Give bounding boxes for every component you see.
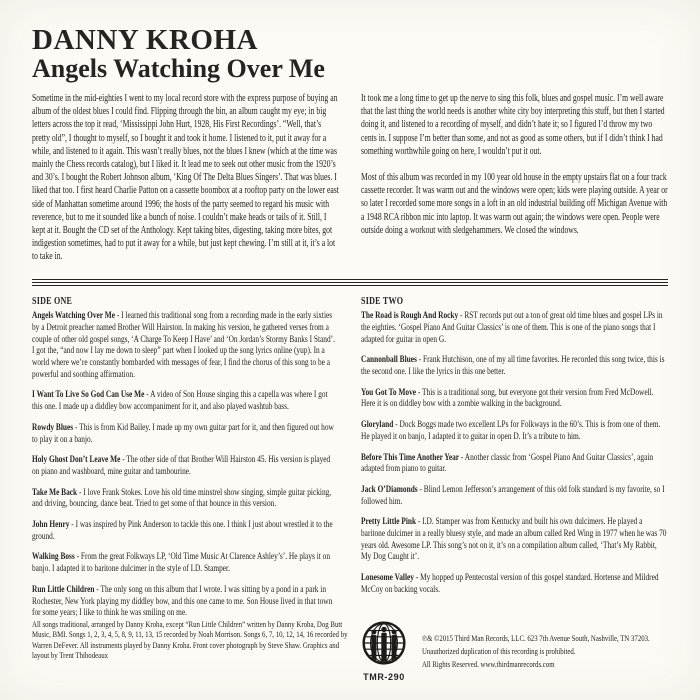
track-description: - Frank Hutchison, one of my all time favorites. He recorded this song twice, this is the second one. I like the lyrics in this one better. — [361, 354, 665, 378]
credits-block — [32, 620, 350, 662]
footer — [32, 620, 668, 682]
album-title: Angels Watching Over Me — [32, 54, 325, 83]
side-two-tracks — [361, 310, 668, 595]
track-description: - This is a traditional song, but everyone got their version from Fred McDowell. Here it is on diddley bow with a zombie walking in the background. — [361, 386, 654, 410]
side-two-label: SIDE TWO — [361, 296, 404, 308]
track-description: - Dock Boggs made two excellent LPs for Folkways in the 60’s. This is from one of them. He played it on banjo, I adapted it to guitar in open D. It’s a tribute to him. — [361, 419, 661, 442]
track-title: You Got To Move — [361, 386, 417, 398]
track-entry — [361, 310, 668, 345]
label-logo-block — [358, 620, 410, 682]
triple-rule-divider — [32, 279, 668, 287]
rights-block — [422, 620, 700, 672]
tracklist-section — [32, 296, 668, 628]
track-entry — [361, 419, 668, 442]
track-entry — [361, 516, 668, 563]
third-man-records-logo — [361, 620, 407, 666]
track-description: - RST records put out a ton of great old time blues and gospel LPs in the eighties. ‘Gospel Piano And Guitar Classics’ is one of them. This is one of the piano songs that I adapted for guitar in open G. — [361, 310, 663, 345]
catalog-number: TMR-290 — [363, 672, 405, 682]
track-title: Cannonball Blues — [361, 354, 417, 366]
track-title: Lonesome Valley — [361, 572, 414, 584]
track-title: John Henry — [32, 519, 70, 531]
track-entry — [32, 487, 339, 510]
track-entry — [361, 572, 668, 595]
rights-reserved-line: All Rights Reserved. www.thirdmanrecords.com — [422, 660, 555, 670]
side-one-column — [32, 296, 339, 628]
track-title: Run Little Children — [32, 583, 95, 595]
paragraph: Most of this album was recorded in my 100 year old house in the empty upstairs flat on a four track cassette recorder. It was warm out and the windows were open; kids were playing outside. A year or so later I recorded some more songs in a loft in an old industrial building off Michigan Avenue with a 1948 RCA ribbon mic into laptop. It was warm out again; the windows were open. People were outside doing a workout with sledgehammers. We closed the windows. — [361, 172, 668, 236]
intro-section — [32, 92, 668, 277]
track-entry — [32, 454, 339, 477]
track-description: - The only song on this album that I wrote. I was sitting by a pond in a park in Rochester, New York playing my diddley bow, and this one came to me. Son House lived in that town for some years; I like to think he was smiling on me. — [32, 583, 333, 619]
track-entry — [361, 452, 668, 475]
track-description: - I was inspired by Pink Anderson to tackle this one. I think I just about wrestled it to the ground. — [32, 519, 333, 542]
track-entry — [32, 584, 339, 619]
track-title: Holy Ghost Don’t Leave Me — [32, 454, 121, 466]
track-title: Before This Time Another Year — [361, 451, 460, 463]
artist-name: DANNY KROHA — [32, 24, 258, 56]
track-title: Rowdy Blues — [32, 421, 74, 433]
track-description: - This is from Kid Bailey. I made up my own guitar part for it, and then figured out how to play it on a banjo. — [32, 421, 334, 445]
track-entry — [32, 389, 339, 412]
track-description: - My hopped up Pentecostal version of this gospel standard. Hortense and Mildred McCoy on backing vocals. — [361, 572, 659, 595]
track-entry — [32, 519, 339, 542]
track-description: - Another classic from ‘Gospel Piano And Guitar Classics’, again adapted from piano to guitar. — [361, 451, 654, 475]
paragraph: It took me a long time to get up the nerve to sing this folk, blues and gospel music. I’m well aware that the last thing the world needs is another white city boy interpreting this stuff, but then I started doing it, and listened to a recording of myself, and didn’t hate it; so I figured I’d throw my two cents in. I suppose I’m better than some, and not as good as some others, but if I didn’t think I had something worthwhile going on here, I wouldn’t put it out. — [361, 93, 665, 157]
track-title: Pretty Little Pink — [361, 516, 417, 528]
track-title: Gloryland — [361, 419, 394, 431]
side-two-column — [361, 296, 668, 628]
credits-text: All songs traditional, arranged by Danny Kroha, except “Run Little Children” written by Danny Kroha, Dog Butt Music, BMI. Songs 1, 2, 3, 4, 5, 8, 9, 11, 13, 15 recorded by Noah Morrison. Songs 6, 7, 10, 12, 14, 16 recorded by Warren DeFever. All instruments played by Danny Kroha. Front cover photograph by Steve Shaw. Graphics and layout by Trent Thibodeaux — [32, 620, 348, 661]
paragraph: Sometime in the mid-eighties I went to my local record store with the express purpose of buying an album of the oldest blues I could find. Flipping through the bin, an album caught my eye; in big letters across the top it read, ‘Mississippi John Hurt, 1928, His First Recordings’. “Well, that’s pretty old”, I thought to myself, so I bought it and took it home. I listened to it, put it away for a while, and listened to it again. This wasn’t really blues, not the blues I knew (which at the time was mainly the Chess records catalog), but I liked it. It lead me to seek out other music from the 1920’s and 30’s. I bought the Robert Johnson album, ‘King Of The Delta Blues Singers’. That was blues. I liked that too. I first heard Charlie Patton on a cassette boombox at a rooftop party on the lower east side of Manhattan sometime around 1996; the hosts of the party seemed to regard his music with reverence, but to me it sounded like a bunch of noise. I couldn’t make heads or tails of it. Still, I kept at it. Bought the CD set of the Anthology. Kept taking bites, digesting, taking more bites, got indigestion sometimes, had to put it away for a while, but just kept chewing. I’m still at it, it’s a lot to take in. — [32, 93, 339, 263]
track-title: I Want To Live So God Can Use Me — [32, 389, 145, 401]
track-entry — [32, 310, 339, 380]
track-description: - A video of Son House singing this a capella was where I got this one. I made up a diddley bow accompaniment for it, and also played washtub bass. — [32, 389, 328, 413]
track-entry — [32, 551, 339, 574]
track-title: The Road is Rough And Rocky — [361, 310, 459, 322]
track-entry — [361, 354, 668, 377]
intro-left-column — [32, 92, 339, 277]
track-entry — [361, 484, 668, 507]
copyright-line: ℗& ©2015 Third Man Records, LLC. 623 7th Avenue South, Nashville, TN 37203. — [422, 634, 650, 643]
track-description: - I.D. Stamper was from Kentucky and built his own dulcimers. He played a baritone dulcimer in a really bluesy style, and made an album called Red Wing in 1977 when he was 70 years old. Awesome LP. This song’s not on it, it’s on a compilation album called, ‘That’s My Rabbit, My Dog Caught it’. — [361, 516, 667, 563]
track-description: - From the great Folkways LP, ‘Old Time Music At Clarence Ashley’s’. He plays it on banjo. I adapted it to baritone dulcimer in the style of I.D. Stamper. — [32, 551, 331, 575]
track-title: Walking Boss — [32, 551, 75, 563]
track-entry — [32, 422, 339, 445]
track-description: - I learned this traditional song from a recording made in the early sixties by a Detroit preacher named Brother Will Hairston. In making his version, he gathered verses from a couple of other old gospel songs, ‘A Charge To Keep I Have’ and ‘On Jordan’s Stormy Banks I Stand’. I got the, “and now I lay me down to sleep” part when I looked up the song lyrics online (yup). In a world where we’re constantly bombarded with messages of fear, I find the chorus of this song to be a powerful and soothing affirmation. — [32, 310, 335, 380]
side-one-tracks — [32, 310, 339, 619]
track-entry — [361, 387, 668, 410]
track-description: - The other side of that Brother Will Hairston 45. His version is played on piano and washboard, mine guitar and tambourine. — [32, 454, 331, 477]
track-title: Jack O’Diamonds — [361, 483, 418, 495]
duplication-line: Unauthorized duplication of this recording is prohibited. — [422, 647, 576, 657]
side-one-label: SIDE ONE — [32, 296, 73, 308]
track-title: Take Me Back — [32, 486, 78, 498]
track-description: - I love Frank Stokes. Love his old time minstrel show singing, simple guitar picking, and driving, bouncing, dance beat. Tried to get some of that bounce in this version. — [32, 486, 332, 510]
intro-right-column — [361, 92, 668, 277]
track-title: Angels Watching Over Me — [32, 310, 115, 322]
track-description: - Blind Lemon Jefferson’s arrangement of this old folk standard is my favorite, so I followed him. — [361, 483, 665, 507]
